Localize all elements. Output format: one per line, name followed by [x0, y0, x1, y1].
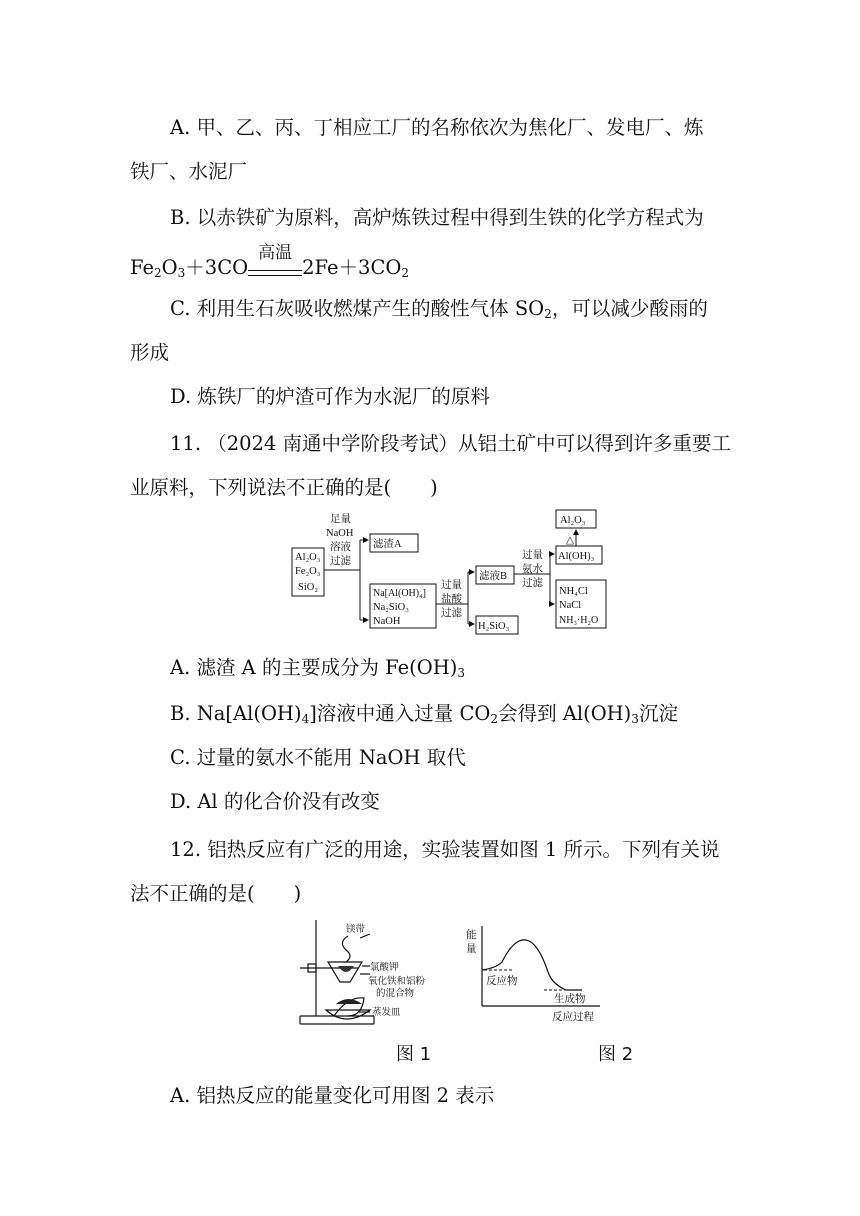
heat-symbol: △	[566, 535, 575, 546]
svg-text:NH₄Cl: NH₄Cl	[559, 586, 588, 597]
start-materials	[295, 552, 321, 593]
energy-diagram-figure	[462, 922, 612, 1026]
label-evaporating-dish: 蒸发皿	[372, 1008, 401, 1018]
svg-text:NaCl: NaCl	[559, 600, 582, 611]
filtrate-b: 滤液B	[479, 571, 508, 582]
label-reactant: 反应物	[486, 976, 518, 987]
svg-text:盐酸: 盐酸	[441, 594, 462, 605]
step1-reagent	[326, 513, 354, 567]
q10-option-c-line1: C. 利用生石灰吸收燃煤产生的酸性气体 $SO_2$，可以减少酸雨的	[170, 297, 708, 321]
label-mg-ribbon: 镁带	[346, 925, 366, 935]
svg-text:过滤: 过滤	[330, 556, 351, 567]
q11-option-c: C. 过量的氨水不能用 NaOH 取代	[170, 746, 466, 769]
q11-stem-line1: 11. （2024 南通中学阶段考试）从铝土矿中可以得到许多重要工	[170, 432, 732, 455]
svg-text:溶液: 溶液	[330, 542, 351, 553]
q11-option-a: A. 滤渣 A 的主要成分为 $Fe(OH)_3$	[170, 656, 466, 680]
label-product: 生成物	[554, 994, 586, 1005]
q10-option-b-equation: $Fe_2O_3+3CO$ 高温 $2Fe+3CO_2$	[130, 256, 409, 285]
q10-option-c-line2: 形成	[130, 341, 170, 364]
svg-text:足量: 足量	[330, 514, 351, 525]
x-axis-label: 反应过程	[552, 1012, 594, 1023]
svg-text:过量: 过量	[522, 550, 543, 561]
reaction-condition: 高温	[248, 261, 302, 285]
figure-2-caption: 图 2	[598, 1044, 634, 1065]
q11-option-d: D. Al 的化合价没有改变	[170, 790, 380, 813]
filtrate-1	[373, 588, 426, 627]
figure-1-caption: 图 1	[396, 1044, 432, 1065]
products	[559, 586, 598, 626]
y-axis-label-2: 量	[466, 944, 477, 955]
q12-stem-line2: 法不正确的是( )	[130, 882, 302, 905]
q12-option-a: A. 铝热反应的能量变化可用图 2 表示	[170, 1084, 495, 1107]
svg-text:NaOH: NaOH	[373, 616, 401, 627]
label-kclo3: 氯酸钾	[370, 963, 399, 973]
step3-reagent	[522, 548, 543, 589]
svg-text:Al₂O₃: Al₂O₃	[295, 552, 321, 563]
step2-reagent	[441, 578, 462, 619]
q10-option-d: D. 炼铁厂的炉渣可作为水泥厂的原料	[170, 385, 490, 408]
q10-option-a-line1: A. 甲、乙、丙、丁相应工厂的名称依次为焦化厂、发电厂、炼	[170, 116, 704, 139]
svg-text:过滤: 过滤	[441, 608, 462, 619]
bauxite-flowchart	[288, 508, 618, 644]
q12-stem-line1: 12. 铝热反应有广泛的用途，实验装置如图 1 所示。下列有关说	[170, 838, 720, 861]
svg-text:Fe₂O₃: Fe₂O₃	[295, 566, 321, 577]
residue-a: 滤渣A	[373, 539, 402, 550]
svg-text:过量: 过量	[441, 580, 462, 591]
svg-text:SiO₂: SiO₂	[298, 582, 319, 593]
svg-text:过滤: 过滤	[522, 578, 543, 589]
q11-stem-line2: 业原料，下列说法不正确的是( )	[130, 476, 438, 499]
q10-option-a-line2: 铁厂、水泥厂	[130, 160, 248, 183]
svg-text:氨水: 氨水	[522, 564, 543, 575]
svg-text:Na₂SiO₃: Na₂SiO₃	[373, 602, 409, 613]
h2sio3: H₂SiO₃	[478, 621, 510, 632]
q11-option-b: B. $Na[Al(OH)_4]$溶液中通入过量 $CO_2$会得到 $Al(OH)_3$沉淀	[170, 702, 678, 726]
svg-text:NaOH: NaOH	[326, 528, 354, 539]
aloh3: Al(OH)₃	[558, 551, 595, 562]
al2o3: Al₂O₃	[560, 515, 586, 526]
label-mixture-2: 的混合物	[376, 989, 415, 999]
thermite-apparatus-figure	[298, 912, 448, 1030]
svg-text:NH₃·H₂O: NH₃·H₂O	[559, 615, 599, 626]
q10-option-b-line1: B. 以赤铁矿为原料，高炉炼铁过程中得到生铁的化学方程式为	[170, 206, 704, 229]
y-axis-label-1: 能	[466, 930, 477, 941]
svg-text:Na[Al(OH)₄]: Na[Al(OH)₄]	[373, 588, 426, 599]
label-mixture-1: 氧化铁和铝粉	[368, 977, 426, 987]
